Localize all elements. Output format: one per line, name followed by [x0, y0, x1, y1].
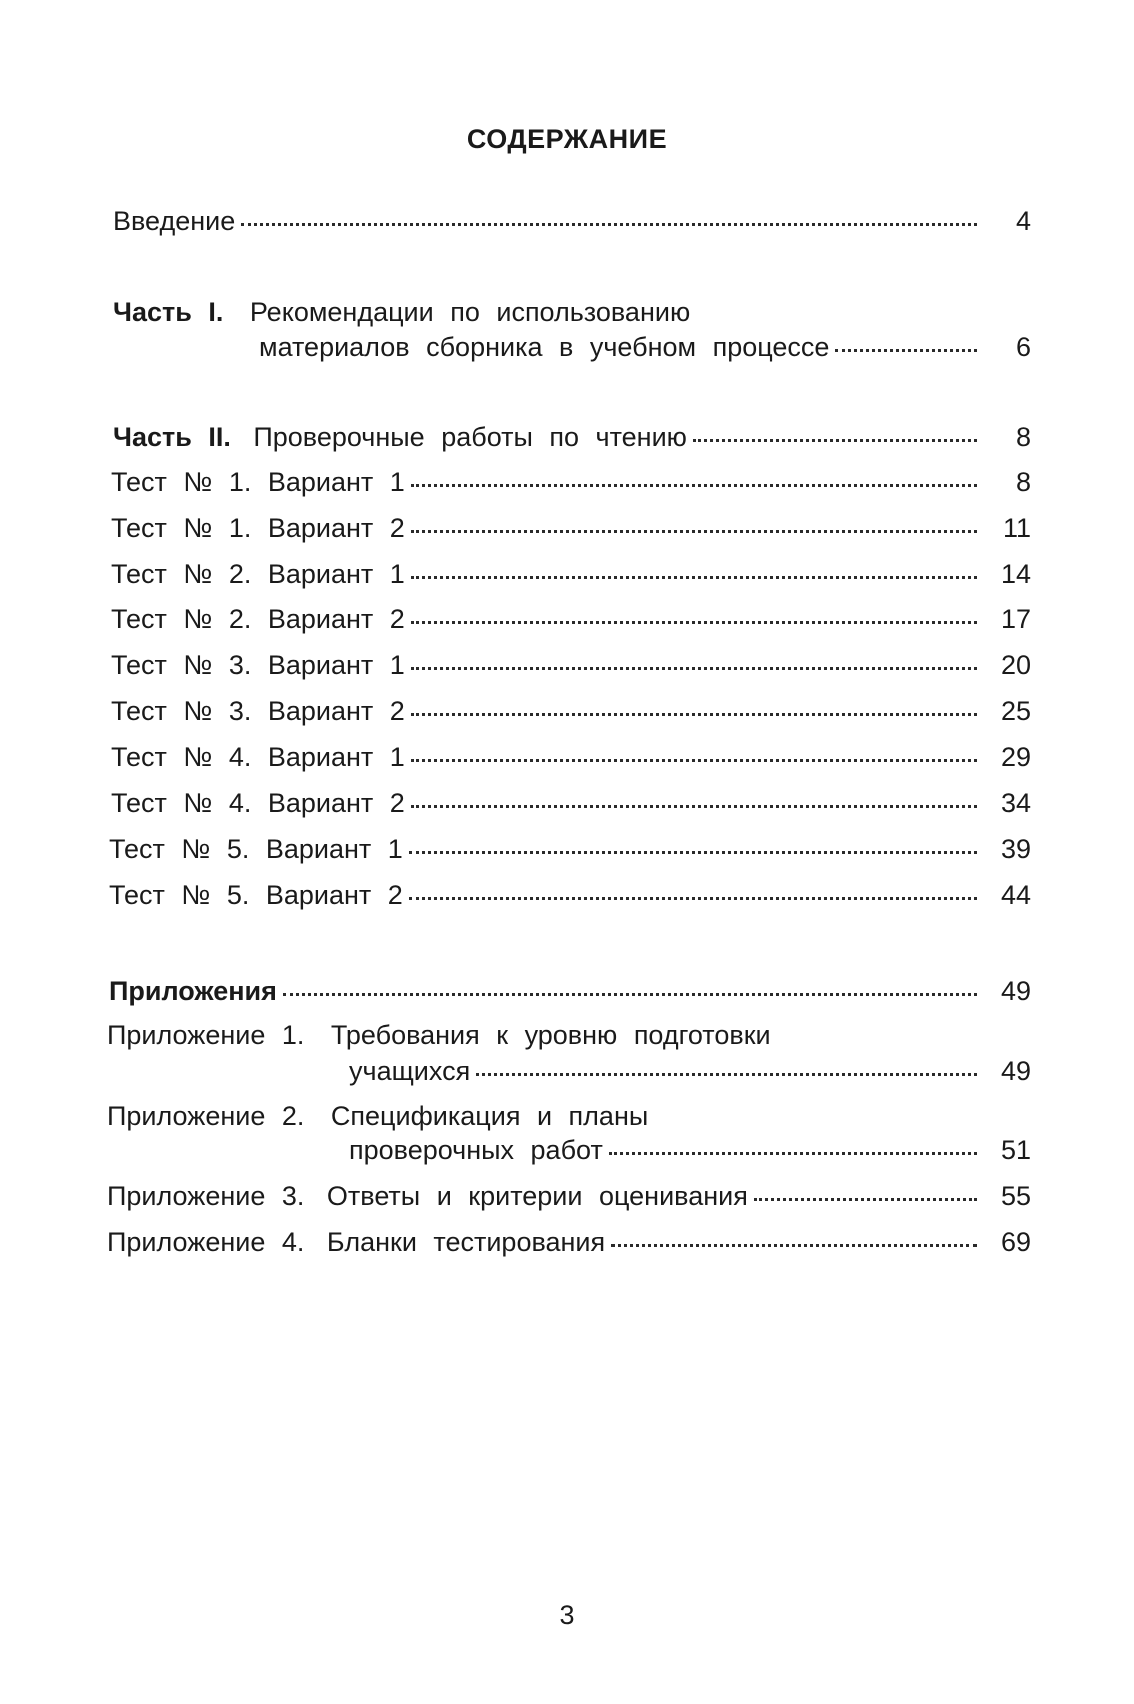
- toc-entry-test: [109, 833, 1031, 865]
- toc-entry-label-cont: проверочных работ: [349, 1135, 603, 1165]
- toc-entry-appendix-cont: [349, 1134, 1031, 1166]
- toc-entry-label: Тест № 3. Вариант 2: [111, 696, 405, 726]
- toc-entry-label: [107, 1226, 605, 1258]
- dot-leader: [411, 667, 977, 670]
- toc-page-number: 39: [1000, 834, 1031, 864]
- toc-entry-appendix: [107, 1226, 1031, 1258]
- toc-entry-label: [113, 421, 687, 453]
- dot-leader: [611, 1244, 977, 1247]
- toc-entry-label: Тест № 5. Вариант 2: [109, 880, 403, 910]
- toc-page-number: 49: [1000, 1056, 1031, 1086]
- toc-entry-appendix-cont: [349, 1055, 1031, 1087]
- part-prefix: Часть I.: [113, 297, 224, 327]
- dot-leader: [693, 439, 977, 442]
- toc-entry-test: [109, 879, 1031, 911]
- toc-entry-test: [111, 695, 1031, 727]
- toc-page-number: 25: [1000, 696, 1031, 726]
- toc-page-number: 17: [1000, 604, 1031, 634]
- page-title: СОДЕРЖАНИЕ: [466, 124, 668, 154]
- toc-page-number: 8: [1015, 422, 1031, 452]
- toc-entry-label: Тест № 5. Вариант 1: [109, 834, 403, 864]
- dot-leader: [835, 349, 977, 352]
- appendix-prefix: Приложение 2.: [107, 1101, 305, 1131]
- dot-leader: [409, 897, 977, 900]
- part-prefix: Часть II.: [113, 422, 231, 452]
- toc-entry-test: [111, 603, 1031, 635]
- toc-entry-appendix: [107, 1019, 771, 1051]
- toc-page-number: 14: [1000, 559, 1031, 589]
- appendix-title: Бланки тестирования: [326, 1227, 606, 1257]
- toc-page-number: 55: [1000, 1181, 1031, 1211]
- toc-page-number: 20: [1000, 650, 1031, 680]
- toc-page-number: 29: [1000, 742, 1031, 772]
- toc-page-number: 49: [1000, 976, 1031, 1006]
- toc-entry-test: [111, 649, 1031, 681]
- dot-leader: [411, 530, 977, 533]
- toc-entry-label: Требования к уровню подготовки: [330, 1020, 771, 1050]
- toc-entry-label: Тест № 4. Вариант 1: [111, 742, 405, 772]
- toc-entry-intro: [113, 205, 1031, 237]
- toc-entry-part1: [113, 296, 690, 328]
- toc-page-number: 6: [1015, 332, 1031, 362]
- toc-entry-label: Тест № 1. Вариант 2: [111, 513, 405, 543]
- appendix-prefix: Приложение 4.: [107, 1227, 305, 1257]
- toc-entry-test: [111, 512, 1031, 544]
- toc-entry-appendix: [107, 1100, 648, 1132]
- dot-leader: [283, 993, 977, 996]
- dot-leader: [411, 484, 977, 487]
- toc-entry-label: Введение: [113, 206, 236, 236]
- dot-leader: [411, 713, 977, 716]
- toc-entry-label: Тест № 4. Вариант 2: [111, 788, 405, 818]
- toc-entry-test: [111, 787, 1031, 819]
- toc-page-number: 4: [1015, 206, 1031, 236]
- toc-entry-label: Тест № 2. Вариант 2: [111, 604, 405, 634]
- dot-leader: [411, 759, 977, 762]
- toc-entry-label: Тест № 2. Вариант 1: [111, 559, 405, 589]
- toc-entry-label: Тест № 3. Вариант 1: [111, 650, 405, 680]
- toc-entry-test: [111, 466, 1031, 498]
- part-title: Проверочные работы по чтению: [253, 422, 687, 452]
- toc-page-number: 44: [1000, 880, 1031, 910]
- toc-entry-part1-cont: [259, 331, 1031, 363]
- page-number-footer: 3: [559, 1600, 575, 1630]
- dot-leader: [411, 621, 977, 624]
- dot-leader: [609, 1152, 977, 1155]
- toc-entry-label: Приложения: [109, 976, 277, 1006]
- appendix-prefix: Приложение 3.: [107, 1181, 305, 1211]
- dot-leader: [241, 223, 977, 226]
- toc-entry-label: [107, 1180, 748, 1212]
- toc-entry-label: Рекомендации по использованию: [249, 297, 691, 327]
- dot-leader: [411, 805, 977, 808]
- appendix-prefix: Приложение 1.: [107, 1020, 305, 1050]
- toc-entry-appendices: [109, 975, 1031, 1007]
- toc-entry-test: [111, 558, 1031, 590]
- appendix-title: Ответы и критерии оценивания: [326, 1181, 748, 1211]
- dot-leader: [476, 1073, 977, 1076]
- toc-entry-label: Спецификация и планы: [330, 1101, 649, 1131]
- dot-leader: [754, 1198, 977, 1201]
- toc-entry-part2: [113, 421, 1031, 453]
- toc-entry-label-cont: материалов сборника в учебном процессе: [259, 332, 830, 362]
- toc-entry-label-cont: учащихся: [349, 1056, 471, 1086]
- toc-entry-appendix: [107, 1180, 1031, 1212]
- toc-entry-label: Тест № 1. Вариант 1: [111, 467, 405, 497]
- toc-page-number: 11: [1002, 513, 1031, 543]
- dot-leader: [409, 851, 977, 854]
- toc-page-number: 51: [1000, 1135, 1031, 1165]
- toc-page-number: 34: [1000, 788, 1031, 818]
- dot-leader: [411, 576, 977, 579]
- toc-page-number: 69: [1000, 1227, 1031, 1257]
- toc-entry-test: [111, 741, 1031, 773]
- toc-page-number: 8: [1015, 467, 1031, 497]
